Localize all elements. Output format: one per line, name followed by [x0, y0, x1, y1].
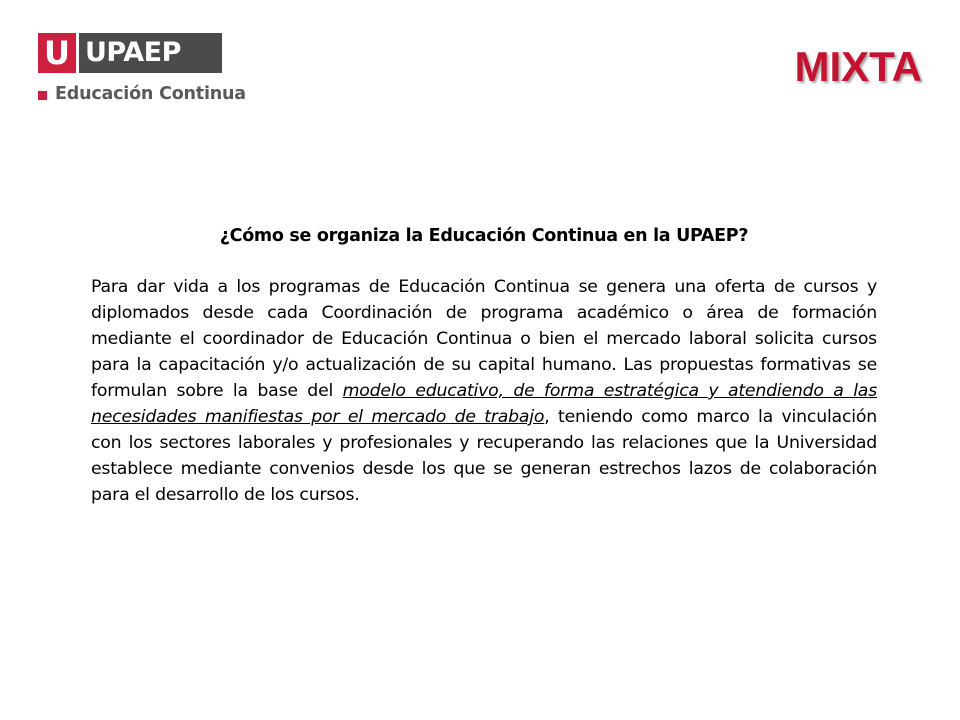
paragraph-text-before: Para dar vida a los programas de Educación Continua se genera una oferta de cursos y diplomados desde cada Coordinación de programa académico o área de formación mediante el coordinador de Educación Continua o bien el mercado laboral solicita cursos para la capacitación y/o actualización de su capital humano. Las propuestas formativas se formulan sobre la base del: [91, 277, 877, 401]
paragraph-emphasis: modelo educativo, de forma estratégica y atendiendo a las necesidades manifiestas por el mercado de trabajo: [91, 381, 878, 427]
square-bullet-icon: [38, 91, 47, 100]
upaep-logo: [38, 33, 278, 113]
paragraph-text-after: , teniendo como marco la vinculación con los sectores laborales y profesionales y recuperando las relaciones que la Universidad establece mediante convenios desde los que se generan estrechos lazos de colaboración para el desarrollo de los cursos.: [91, 407, 877, 505]
body-paragraph: [91, 274, 877, 508]
logo-subtitle: Educación Continua: [55, 84, 246, 104]
modality-label: MIXTA: [794, 43, 922, 90]
logo-name: UPAEP: [79, 33, 222, 73]
content-block: [91, 220, 877, 508]
logo-u-mark: U: [38, 33, 76, 73]
logo-subtitle-row: [38, 84, 278, 104]
logo-wordmark: [38, 33, 278, 73]
section-heading: ¿Cómo se organiza la Educación Continua en la UPAEP?: [219, 226, 749, 246]
